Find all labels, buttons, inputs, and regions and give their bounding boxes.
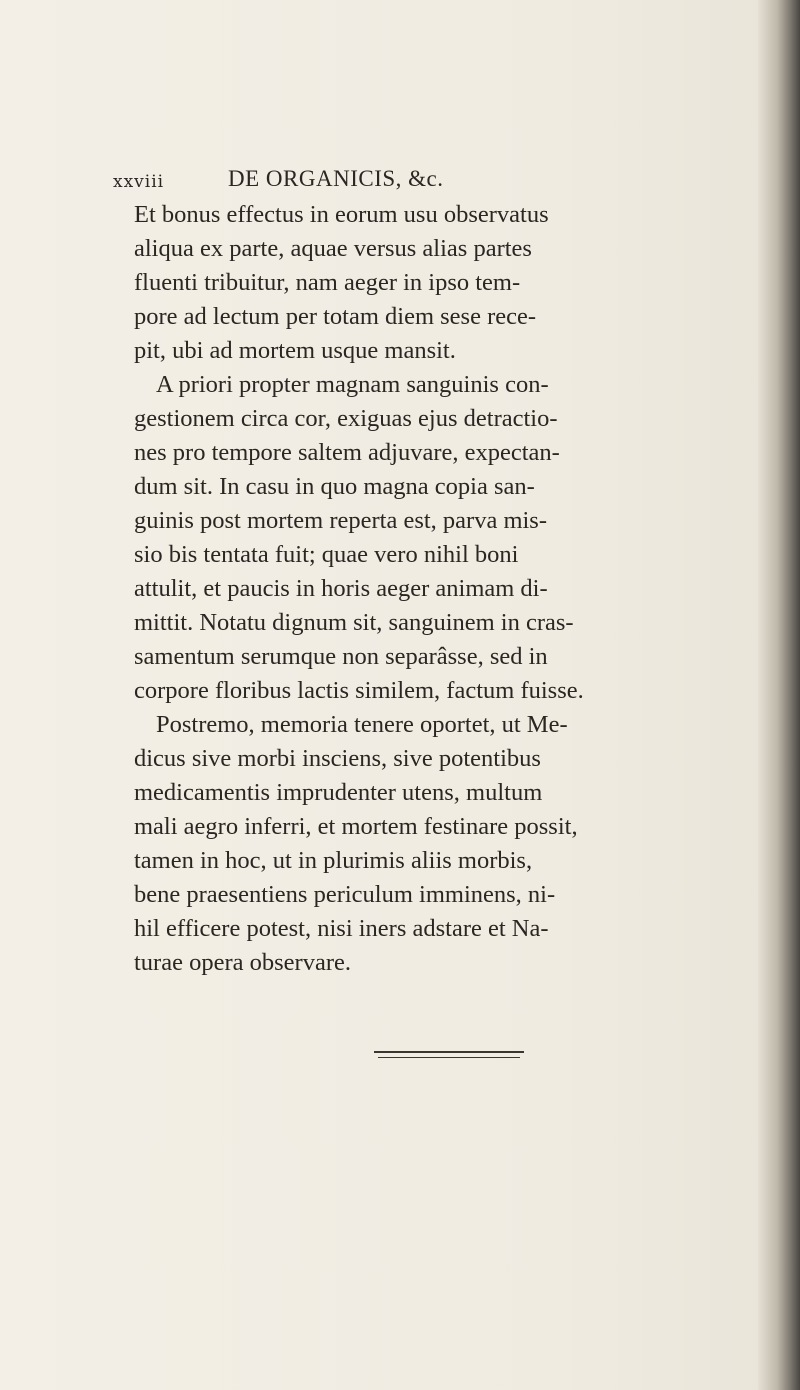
text-line: corpore floribus lactis similem, factum fuisse. (134, 677, 584, 704)
text-line: aliqua ex parte, aquae versus alias partes (134, 235, 532, 262)
text-line: sio bis tentata fuit; quae vero nihil boni (134, 541, 519, 568)
text-line: medicamentis imprudenter utens, multum (134, 779, 543, 806)
text-line: attulit, et paucis in horis aeger animam di- (134, 575, 548, 602)
text-line: mali aegro inferri, et mortem festinare possit, (134, 813, 578, 840)
body-text (134, 198, 714, 980)
end-rule-thick (374, 1051, 524, 1053)
text-line: turae opera observare. (134, 949, 351, 976)
end-rule-thin (378, 1057, 520, 1058)
text-line: bene praesentiens periculum imminens, ni- (134, 881, 556, 908)
page-edge-shadow (758, 0, 800, 1390)
text-line: Postremo, memoria tenere oportet, ut Me- (156, 711, 568, 738)
page-header (113, 166, 673, 200)
page-number: xxviii (113, 172, 165, 192)
text-line: pore ad lectum per totam diem sese rece- (134, 303, 537, 330)
text-line: A priori propter magnam sanguinis con- (156, 371, 549, 398)
text-line: guinis post mortem reperta est, parva mis- (134, 507, 547, 534)
text-line: tamen in hoc, ut in plurimis aliis morbis, (134, 847, 533, 874)
text-line: hil efficere potest, nisi iners adstare et Na- (134, 915, 549, 942)
text-line: gestionem circa cor, exiguas ejus detractio- (134, 405, 558, 432)
text-line: Et bonus effectus in eorum usu observatus (134, 201, 549, 228)
text-line: dicus sive morbi insciens, sive potentibus (134, 745, 541, 772)
text-line: fluenti tribuitur, nam aeger in ipso tem- (134, 269, 521, 296)
text-line: dum sit. In casu in quo magna copia san- (134, 473, 535, 500)
text-line: nes pro tempore saltem adjuvare, expectan- (134, 439, 560, 466)
text-line: mittit. Notatu dignum sit, sanguinem in cras- (134, 609, 574, 636)
text-line: samentum serumque non separâsse, sed in (134, 643, 548, 670)
text-line: pit, ubi ad mortem usque mansit. (134, 337, 456, 364)
running-title: DE ORGANICIS, &c. (228, 166, 444, 191)
